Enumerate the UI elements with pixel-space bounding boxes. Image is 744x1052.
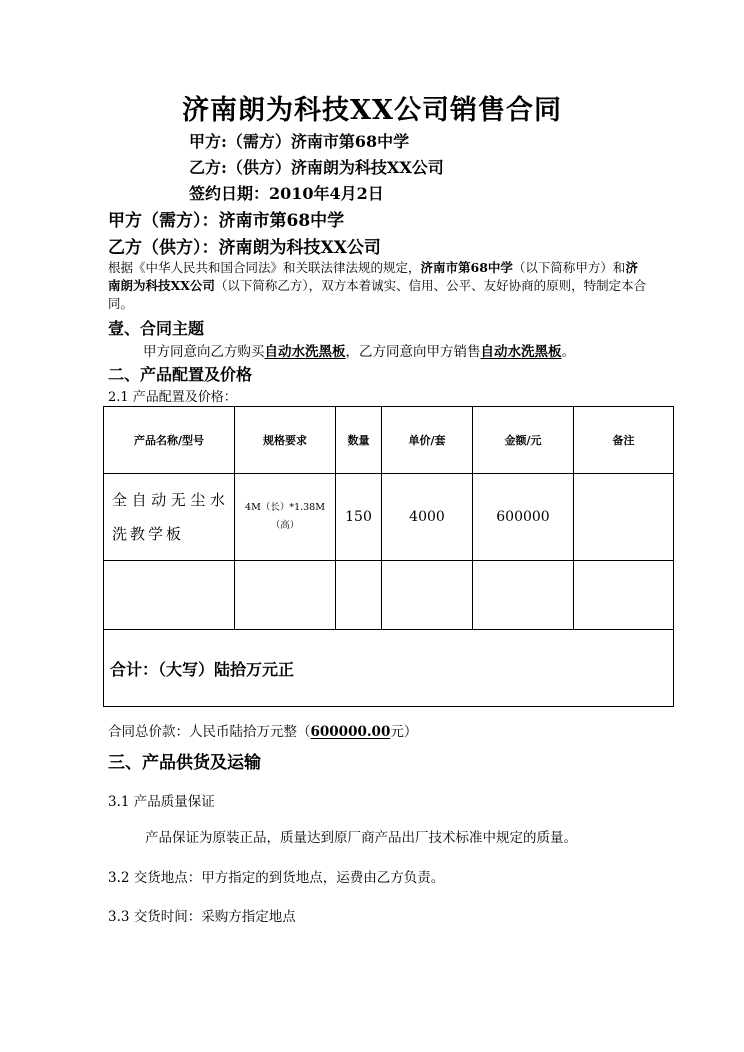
total-price-line [108,720,417,740]
total-price-amount: 600000.00 [310,724,391,740]
intro-text-1: 根据《中华人民共和国合同法》和关联法律法规的规定， [108,260,421,275]
section3-quality: 产品保证为原装正品，质量达到原厂商产品出厂技术标准中规定的质量。 [145,830,577,846]
table-row [104,474,674,561]
cell-qty: 150 [336,474,382,561]
cell-spec: 4M（长）*1.38M（高） [235,474,336,561]
empty-cell [382,561,473,630]
header-amount: 金额/元 [473,407,574,474]
empty-cell [574,561,674,630]
intro-paragraph [108,259,648,313]
header-remark: 备注 [574,407,674,474]
intro-text-3: （以下简称乙方），双方本着诚实、信用、公平、友好协商的原则，特制定本合同。 [108,278,647,311]
party-b-header-line: 乙方:（供方）济南朗为科技XX公司 [189,158,444,177]
section3-sub1: 3.1 产品质量保证 [108,794,215,810]
section2-heading: 二、产品配置及价格 [108,365,253,384]
section1-text-c: 。 [561,344,575,360]
header-spec: 规格要求 [235,407,336,474]
intro-party-b: 济南朗为科技XX公司 [108,260,638,293]
section1-text-a: 甲方同意向乙方购买 [143,344,265,360]
header-unit-price: 单价/套 [382,407,473,474]
empty-cell [473,561,574,630]
sign-date-line: 签约日期：2010年4月2日 [189,184,384,203]
cell-amount: 600000 [473,474,574,561]
section1-product-a: 自动水洗黑板 [264,344,346,360]
section3-sub3: 3.3 交货时间：采购方指定地点 [108,909,296,925]
cell-product-name: 全自动无尘水洗教学板 [104,474,235,561]
total-cell: 合计：（大写）陆拾万元正 [104,630,674,707]
party-a-header-line: 甲方:（需方）济南市第68中学 [189,132,410,151]
section1-text-b: ，乙方同意向甲方销售 [345,344,481,360]
header-qty: 数量 [336,407,382,474]
document-title: 济南朗为科技XX公司销售合同 [182,95,562,126]
section1-product-b: 自动水洗黑板 [480,344,562,360]
total-price-text-b: 元） [390,724,418,740]
empty-cell [235,561,336,630]
product-config-table [103,406,674,707]
party-a-line: 甲方（需方）：济南市第68中学 [108,211,345,231]
empty-cell [104,561,235,630]
intro-party-a: 济南市第68中学 [420,260,513,275]
section1-text [143,340,575,360]
empty-cell [336,561,382,630]
intro-text-2: （以下简称甲方）和 [512,260,626,275]
section1-heading: 壹、合同主题 [108,319,205,338]
table-header-row [104,407,674,474]
header-product-name: 产品名称/型号 [104,407,235,474]
table-row-empty [104,561,674,630]
section3-sub2: 3.2 交货地点：甲方指定的到货地点，运费由乙方负责。 [108,870,445,886]
section2-sub: 2.1 产品配置及价格： [108,390,237,405]
section3-heading: 三、产品供货及运输 [108,753,261,773]
total-price-text-a: 合同总价款：人民币陆拾万元整（ [108,724,311,740]
table-total-row [104,630,674,707]
cell-unit-price: 4000 [382,474,473,561]
party-b-line: 乙方（供方）：济南朗为科技XX公司 [108,238,381,258]
cell-remark [574,474,674,561]
